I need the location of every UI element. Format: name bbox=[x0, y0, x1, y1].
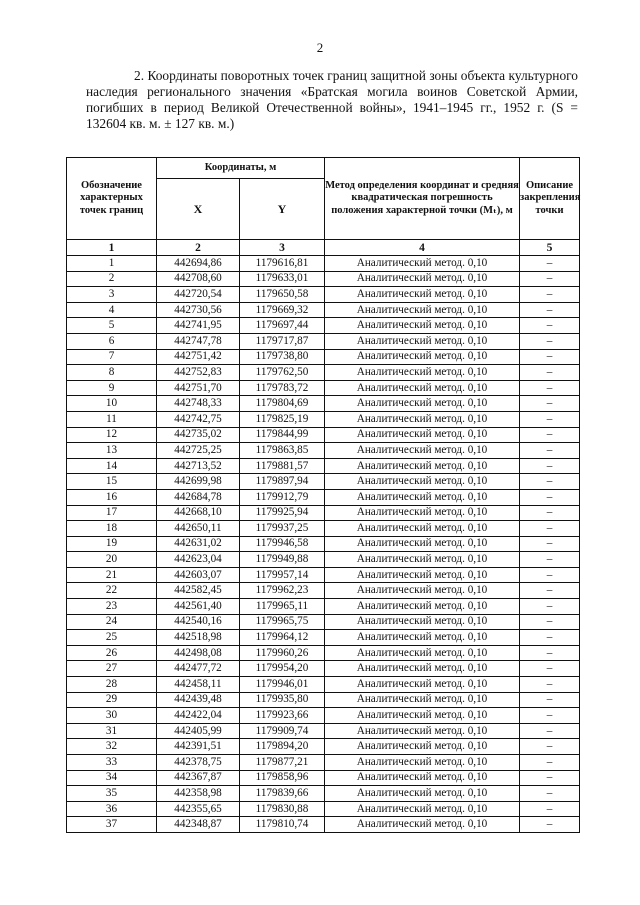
method-cell: Аналитический метод. 0,10 bbox=[325, 427, 520, 443]
table-row bbox=[67, 817, 580, 833]
x-coordinate-cell: 442708,60 bbox=[157, 271, 240, 287]
heading-text: 2. Координаты поворотных точек границ защитной зоны объекта культурного наследия регионального значения «Братская могила воинов Советской Армии, погибших в период Великой Отечественной войны», 1941–1945 гг., 1952 г. (S = 132604 кв. м. ± 127 кв. м.) bbox=[86, 68, 578, 131]
description-cell: – bbox=[520, 786, 580, 802]
y-coordinate-cell: 1179935,80 bbox=[240, 692, 325, 708]
method-cell: Аналитический метод. 0,10 bbox=[325, 271, 520, 287]
y-coordinate-cell: 1179738,80 bbox=[240, 349, 325, 365]
table-row bbox=[67, 474, 580, 490]
table-row bbox=[67, 708, 580, 724]
description-cell: – bbox=[520, 755, 580, 771]
y-coordinate-cell: 1179697,44 bbox=[240, 318, 325, 334]
method-cell: Аналитический метод. 0,10 bbox=[325, 817, 520, 833]
x-coordinate-cell: 442477,72 bbox=[157, 661, 240, 677]
x-coordinate-cell: 442748,33 bbox=[157, 396, 240, 412]
description-cell: – bbox=[520, 661, 580, 677]
x-coordinate-cell: 442668,10 bbox=[157, 505, 240, 521]
method-cell: Аналитический метод. 0,10 bbox=[325, 333, 520, 349]
point-number-cell: 2 bbox=[67, 271, 157, 287]
point-number-cell: 20 bbox=[67, 552, 157, 568]
point-number-cell: 30 bbox=[67, 708, 157, 724]
page-number: 2 bbox=[316, 40, 324, 55]
description-cell: – bbox=[520, 458, 580, 474]
description-cell: – bbox=[520, 599, 580, 615]
point-number-cell: 29 bbox=[67, 692, 157, 708]
description-cell: – bbox=[520, 630, 580, 646]
table-row bbox=[67, 645, 580, 661]
table-row bbox=[67, 411, 580, 427]
description-cell: – bbox=[520, 645, 580, 661]
x-coordinate-cell: 442713,52 bbox=[157, 458, 240, 474]
x-coordinate-cell: 442518,98 bbox=[157, 630, 240, 646]
method-cell: Аналитический метод. 0,10 bbox=[325, 677, 520, 693]
description-cell: – bbox=[520, 692, 580, 708]
y-coordinate-cell: 1179965,11 bbox=[240, 599, 325, 615]
method-cell: Аналитический метод. 0,10 bbox=[325, 708, 520, 724]
y-coordinate-cell: 1179616,81 bbox=[240, 256, 325, 272]
x-coordinate-cell: 442458,11 bbox=[157, 677, 240, 693]
method-cell: Аналитический метод. 0,10 bbox=[325, 567, 520, 583]
table-row bbox=[67, 739, 580, 755]
point-number-cell: 36 bbox=[67, 801, 157, 817]
column-number: 3 bbox=[240, 240, 325, 256]
y-coordinate-cell: 1179825,19 bbox=[240, 411, 325, 427]
table-row bbox=[67, 661, 580, 677]
point-number-cell: 34 bbox=[67, 770, 157, 786]
table-row bbox=[67, 427, 580, 443]
method-cell: Аналитический метод. 0,10 bbox=[325, 723, 520, 739]
description-cell: – bbox=[520, 256, 580, 272]
table-row bbox=[67, 256, 580, 272]
method-cell: Аналитический метод. 0,10 bbox=[325, 302, 520, 318]
table-row bbox=[67, 692, 580, 708]
x-coordinate-cell: 442742,75 bbox=[157, 411, 240, 427]
x-coordinate-cell: 442741,95 bbox=[157, 318, 240, 334]
y-coordinate-cell: 1179912,79 bbox=[240, 489, 325, 505]
x-coordinate-cell: 442623,04 bbox=[157, 552, 240, 568]
table-row bbox=[67, 614, 580, 630]
description-cell: – bbox=[520, 318, 580, 334]
y-coordinate-cell: 1179633,01 bbox=[240, 271, 325, 287]
y-coordinate-cell: 1179858,96 bbox=[240, 770, 325, 786]
y-coordinate-cell: 1179954,20 bbox=[240, 661, 325, 677]
header-description: Описание закрепления точки bbox=[520, 158, 580, 240]
description-cell: – bbox=[520, 521, 580, 537]
point-number-cell: 28 bbox=[67, 677, 157, 693]
column-number: 1 bbox=[67, 240, 157, 256]
method-cell: Аналитический метод. 0,10 bbox=[325, 692, 520, 708]
x-coordinate-cell: 442561,40 bbox=[157, 599, 240, 615]
y-coordinate-cell: 1179925,94 bbox=[240, 505, 325, 521]
point-number-cell: 26 bbox=[67, 645, 157, 661]
table-row bbox=[67, 801, 580, 817]
method-cell: Аналитический метод. 0,10 bbox=[325, 801, 520, 817]
x-coordinate-cell: 442358,98 bbox=[157, 786, 240, 802]
description-cell: – bbox=[520, 349, 580, 365]
method-cell: Аналитический метод. 0,10 bbox=[325, 661, 520, 677]
method-cell: Аналитический метод. 0,10 bbox=[325, 349, 520, 365]
y-coordinate-cell: 1179964,12 bbox=[240, 630, 325, 646]
point-number-cell: 16 bbox=[67, 489, 157, 505]
x-coordinate-cell: 442582,45 bbox=[157, 583, 240, 599]
x-coordinate-cell: 442751,70 bbox=[157, 380, 240, 396]
method-cell: Аналитический метод. 0,10 bbox=[325, 287, 520, 303]
point-number-cell: 15 bbox=[67, 474, 157, 490]
table-row bbox=[67, 521, 580, 537]
x-coordinate-cell: 442684,78 bbox=[157, 489, 240, 505]
method-cell: Аналитический метод. 0,10 bbox=[325, 256, 520, 272]
x-coordinate-cell: 442725,25 bbox=[157, 443, 240, 459]
description-cell: – bbox=[520, 708, 580, 724]
method-cell: Аналитический метод. 0,10 bbox=[325, 318, 520, 334]
table-row bbox=[67, 723, 580, 739]
table-row bbox=[67, 630, 580, 646]
point-number-cell: 37 bbox=[67, 817, 157, 833]
method-cell: Аналитический метод. 0,10 bbox=[325, 599, 520, 615]
description-cell: – bbox=[520, 427, 580, 443]
point-number-cell: 9 bbox=[67, 380, 157, 396]
method-cell: Аналитический метод. 0,10 bbox=[325, 474, 520, 490]
method-cell: Аналитический метод. 0,10 bbox=[325, 380, 520, 396]
table-row bbox=[67, 333, 580, 349]
header-x: X bbox=[157, 179, 240, 240]
method-cell: Аналитический метод. 0,10 bbox=[325, 614, 520, 630]
table-row bbox=[67, 755, 580, 771]
x-coordinate-cell: 442540,16 bbox=[157, 614, 240, 630]
point-number-cell: 8 bbox=[67, 365, 157, 381]
description-cell: – bbox=[520, 723, 580, 739]
y-coordinate-cell: 1179839,66 bbox=[240, 786, 325, 802]
y-coordinate-cell: 1179960,26 bbox=[240, 645, 325, 661]
y-coordinate-cell: 1179949,88 bbox=[240, 552, 325, 568]
table-row bbox=[67, 380, 580, 396]
method-cell: Аналитический метод. 0,10 bbox=[325, 396, 520, 412]
y-coordinate-cell: 1179881,57 bbox=[240, 458, 325, 474]
x-coordinate-cell: 442391,51 bbox=[157, 739, 240, 755]
method-cell: Аналитический метод. 0,10 bbox=[325, 411, 520, 427]
x-coordinate-cell: 442405,99 bbox=[157, 723, 240, 739]
y-coordinate-cell: 1179937,25 bbox=[240, 521, 325, 537]
x-coordinate-cell: 442735,02 bbox=[157, 427, 240, 443]
point-number-cell: 6 bbox=[67, 333, 157, 349]
description-cell: – bbox=[520, 505, 580, 521]
y-coordinate-cell: 1179810,74 bbox=[240, 817, 325, 833]
table-row bbox=[67, 396, 580, 412]
x-coordinate-cell: 442650,11 bbox=[157, 521, 240, 537]
description-cell: – bbox=[520, 739, 580, 755]
point-number-cell: 33 bbox=[67, 755, 157, 771]
y-coordinate-cell: 1179946,58 bbox=[240, 536, 325, 552]
description-cell: – bbox=[520, 817, 580, 833]
x-coordinate-cell: 442498,08 bbox=[157, 645, 240, 661]
y-coordinate-cell: 1179863,85 bbox=[240, 443, 325, 459]
y-coordinate-cell: 1179909,74 bbox=[240, 723, 325, 739]
point-number-cell: 3 bbox=[67, 287, 157, 303]
y-coordinate-cell: 1179957,14 bbox=[240, 567, 325, 583]
description-cell: – bbox=[520, 411, 580, 427]
method-cell: Аналитический метод. 0,10 bbox=[325, 786, 520, 802]
y-coordinate-cell: 1179783,72 bbox=[240, 380, 325, 396]
y-coordinate-cell: 1179844,99 bbox=[240, 427, 325, 443]
x-coordinate-cell: 442752,83 bbox=[157, 365, 240, 381]
table-row bbox=[67, 505, 580, 521]
description-cell: – bbox=[520, 443, 580, 459]
x-coordinate-cell: 442367,87 bbox=[157, 770, 240, 786]
point-number-cell: 5 bbox=[67, 318, 157, 334]
column-number: 2 bbox=[157, 240, 240, 256]
x-coordinate-cell: 442603,07 bbox=[157, 567, 240, 583]
method-cell: Аналитический метод. 0,10 bbox=[325, 489, 520, 505]
header-coordinates: Координаты, м bbox=[157, 158, 325, 179]
y-coordinate-cell: 1179669,32 bbox=[240, 302, 325, 318]
point-number-cell: 24 bbox=[67, 614, 157, 630]
point-number-cell: 31 bbox=[67, 723, 157, 739]
table-row bbox=[67, 567, 580, 583]
table-row bbox=[67, 318, 580, 334]
table-row bbox=[67, 786, 580, 802]
method-cell: Аналитический метод. 0,10 bbox=[325, 443, 520, 459]
column-number: 5 bbox=[520, 240, 580, 256]
point-number-cell: 21 bbox=[67, 567, 157, 583]
description-cell: – bbox=[520, 770, 580, 786]
header-designation: Обозначение характерных точек границ bbox=[67, 158, 157, 240]
method-cell: Аналитический метод. 0,10 bbox=[325, 739, 520, 755]
section-heading bbox=[86, 68, 578, 132]
y-coordinate-cell: 1179946,01 bbox=[240, 677, 325, 693]
header-method: Метод определения координат и средняя квадратическая погрешность положения характерной точки (Mₜ), м bbox=[325, 158, 520, 240]
method-cell: Аналитический метод. 0,10 bbox=[325, 755, 520, 771]
y-coordinate-cell: 1179830,88 bbox=[240, 801, 325, 817]
y-coordinate-cell: 1179877,21 bbox=[240, 755, 325, 771]
description-cell: – bbox=[520, 614, 580, 630]
table-row bbox=[67, 365, 580, 381]
description-cell: – bbox=[520, 474, 580, 490]
x-coordinate-cell: 442730,56 bbox=[157, 302, 240, 318]
method-cell: Аналитический метод. 0,10 bbox=[325, 645, 520, 661]
table-row bbox=[67, 349, 580, 365]
method-cell: Аналитический метод. 0,10 bbox=[325, 536, 520, 552]
x-coordinate-cell: 442751,42 bbox=[157, 349, 240, 365]
point-number-cell: 25 bbox=[67, 630, 157, 646]
description-cell: – bbox=[520, 271, 580, 287]
method-cell: Аналитический метод. 0,10 bbox=[325, 365, 520, 381]
x-coordinate-cell: 442631,02 bbox=[157, 536, 240, 552]
method-cell: Аналитический метод. 0,10 bbox=[325, 458, 520, 474]
method-cell: Аналитический метод. 0,10 bbox=[325, 505, 520, 521]
description-cell: – bbox=[520, 567, 580, 583]
x-coordinate-cell: 442378,75 bbox=[157, 755, 240, 771]
column-number-row bbox=[67, 240, 580, 256]
table-row bbox=[67, 552, 580, 568]
point-number-cell: 7 bbox=[67, 349, 157, 365]
table-row bbox=[67, 287, 580, 303]
x-coordinate-cell: 442355,65 bbox=[157, 801, 240, 817]
method-cell: Аналитический метод. 0,10 bbox=[325, 583, 520, 599]
x-coordinate-cell: 442348,87 bbox=[157, 817, 240, 833]
point-number-cell: 19 bbox=[67, 536, 157, 552]
point-number-cell: 27 bbox=[67, 661, 157, 677]
table-row bbox=[67, 302, 580, 318]
description-cell: – bbox=[520, 380, 580, 396]
description-cell: – bbox=[520, 302, 580, 318]
y-coordinate-cell: 1179962,23 bbox=[240, 583, 325, 599]
table-row bbox=[67, 677, 580, 693]
description-cell: – bbox=[520, 365, 580, 381]
table-row bbox=[67, 599, 580, 615]
description-cell: – bbox=[520, 552, 580, 568]
description-cell: – bbox=[520, 396, 580, 412]
header-y: Y bbox=[240, 179, 325, 240]
description-cell: – bbox=[520, 801, 580, 817]
point-number-cell: 13 bbox=[67, 443, 157, 459]
y-coordinate-cell: 1179650,58 bbox=[240, 287, 325, 303]
method-cell: Аналитический метод. 0,10 bbox=[325, 770, 520, 786]
table-row bbox=[67, 583, 580, 599]
description-cell: – bbox=[520, 677, 580, 693]
point-number-cell: 22 bbox=[67, 583, 157, 599]
y-coordinate-cell: 1179897,94 bbox=[240, 474, 325, 490]
point-number-cell: 23 bbox=[67, 599, 157, 615]
x-coordinate-cell: 442694,86 bbox=[157, 256, 240, 272]
point-number-cell: 12 bbox=[67, 427, 157, 443]
point-number-cell: 1 bbox=[67, 256, 157, 272]
point-number-cell: 35 bbox=[67, 786, 157, 802]
point-number-cell: 11 bbox=[67, 411, 157, 427]
description-cell: – bbox=[520, 536, 580, 552]
method-cell: Аналитический метод. 0,10 bbox=[325, 552, 520, 568]
point-number-cell: 4 bbox=[67, 302, 157, 318]
table-row bbox=[67, 458, 580, 474]
description-cell: – bbox=[520, 489, 580, 505]
y-coordinate-cell: 1179923,66 bbox=[240, 708, 325, 724]
point-number-cell: 17 bbox=[67, 505, 157, 521]
x-coordinate-cell: 442439,48 bbox=[157, 692, 240, 708]
table-row bbox=[67, 536, 580, 552]
description-cell: – bbox=[520, 287, 580, 303]
table-row bbox=[67, 443, 580, 459]
x-coordinate-cell: 442720,54 bbox=[157, 287, 240, 303]
table-row bbox=[67, 489, 580, 505]
column-number: 4 bbox=[325, 240, 520, 256]
point-number-cell: 10 bbox=[67, 396, 157, 412]
point-number-cell: 32 bbox=[67, 739, 157, 755]
x-coordinate-cell: 442699,98 bbox=[157, 474, 240, 490]
method-cell: Аналитический метод. 0,10 bbox=[325, 630, 520, 646]
point-number-cell: 18 bbox=[67, 521, 157, 537]
coordinates-table bbox=[66, 157, 580, 833]
description-cell: – bbox=[520, 583, 580, 599]
x-coordinate-cell: 442422,04 bbox=[157, 708, 240, 724]
y-coordinate-cell: 1179762,50 bbox=[240, 365, 325, 381]
table-row bbox=[67, 271, 580, 287]
table-row bbox=[67, 770, 580, 786]
x-coordinate-cell: 442747,78 bbox=[157, 333, 240, 349]
y-coordinate-cell: 1179717,87 bbox=[240, 333, 325, 349]
y-coordinate-cell: 1179894,20 bbox=[240, 739, 325, 755]
y-coordinate-cell: 1179804,69 bbox=[240, 396, 325, 412]
point-number-cell: 14 bbox=[67, 458, 157, 474]
description-cell: – bbox=[520, 333, 580, 349]
y-coordinate-cell: 1179965,75 bbox=[240, 614, 325, 630]
method-cell: Аналитический метод. 0,10 bbox=[325, 521, 520, 537]
